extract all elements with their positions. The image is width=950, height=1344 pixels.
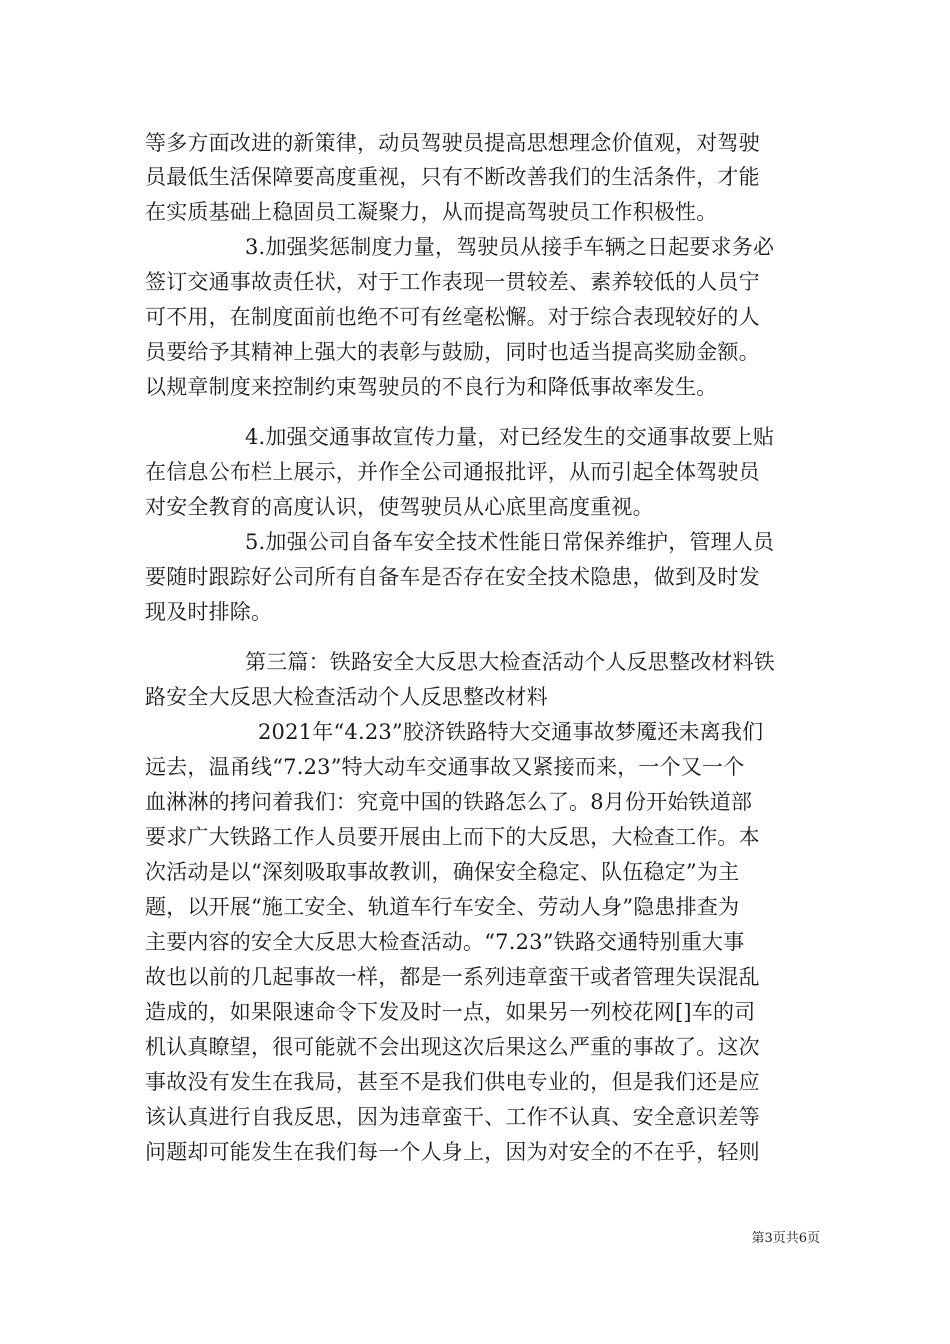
paragraph-3-start: 3.加强奖惩制度力量，驾驶员从接手车辆之日起要求务必	[245, 235, 775, 259]
text-line: 该认真进行自我反思，因为违章蛮干、工作不认真、安全意识差等	[145, 1105, 760, 1129]
text-line: 在信息公布栏上展示，并作全公司通报批评，从而引起全体驾驶员	[145, 460, 760, 484]
text-line: 员要给予其精神上强大的表彰与鼓励，同时也适当提高奖励金额。	[145, 340, 760, 364]
text-line: 等多方面改进的新策律，动员驾驶员提高思想理念价值观，对驾驶	[145, 131, 760, 155]
text-line: 题，以开展“施工安全、轨道车行车安全、劳动人身”隐患排查为	[145, 895, 740, 919]
text-line: 要随时跟踪好公司所有自备车是否存在安全技术隐患，做到及时发	[145, 565, 760, 589]
text-line: 签订交通事故责任状，对于工作表现一贯较差、素养较低的人员宁	[145, 270, 760, 294]
section-heading: 第三篇：铁路安全大反思大检查活动个人反思整改材料铁	[245, 650, 775, 674]
text-line: 问题却可能发生在我们每一个人身上，因为对安全的不在乎，轻则	[145, 1140, 760, 1164]
page-number: 第3页共6页	[751, 1231, 820, 1246]
text-line: 次活动是以“深刻吸取事故教训，确保安全稳定、队伍稳定”为主	[145, 860, 740, 884]
text-line: 要求广大铁路工作人员要开展由上而下的大反思，大检查工作。本	[145, 825, 760, 849]
paragraph-start: 2021年“4.23”胶济铁路特大交通事故梦魇还未离我们	[258, 720, 764, 744]
text-line: 远去，温甬线“7.23”特大动车交通事故又紧接而来，一个又一个	[145, 755, 745, 779]
text-line: 员最低生活保障要高度重视，只有不断改善我们的生活条件，才能	[145, 165, 760, 189]
text-line: 血淋淋的拷问着我们：究竟中国的铁路怎么了。8月份开始铁道部	[145, 790, 753, 814]
text-line: 以规章制度来控制约束驾驶员的不良行为和降低事故率发生。	[145, 375, 718, 399]
paragraph-4-start: 4.加强交通事故宣传力量，对已经发生的交通事故要上贴	[245, 425, 775, 449]
text-line: 事故没有发生在我局，甚至不是我们供电专业的，但是我们还是应	[145, 1070, 760, 1094]
section-heading-continued: 路安全大反思大检查活动个人反思整改材料	[145, 685, 548, 709]
text-line: 在实质基础上稳固员工凝聚力，从而提高驾驶员工作积极性。	[145, 200, 718, 224]
text-line: 对安全教育的高度认识，使驾驶员从心底里高度重视。	[145, 495, 654, 519]
text-line: 可不用，在制度面前也绝不可有丝毫松懈。对于综合表现较好的人	[145, 305, 760, 329]
paragraph-5-start: 5.加强公司自备车安全技术性能日常保养维护，管理人员	[245, 530, 775, 554]
text-line: 主要内容的安全大反思大检查活动。“7.23”铁路交通特别重大事	[145, 930, 745, 954]
text-line: 现及时排除。	[145, 600, 273, 624]
text-line: 机认真瞭望，很可能就不会出现这次后果这么严重的事故了。这次	[145, 1035, 760, 1059]
text-line: 故也以前的几起事故一样，都是一系列违章蛮干或者管理失误混乱	[145, 965, 760, 989]
text-line: 造成的，如果限速命令下发及时一点，如果另一列校花网[]车的司	[145, 1000, 756, 1024]
